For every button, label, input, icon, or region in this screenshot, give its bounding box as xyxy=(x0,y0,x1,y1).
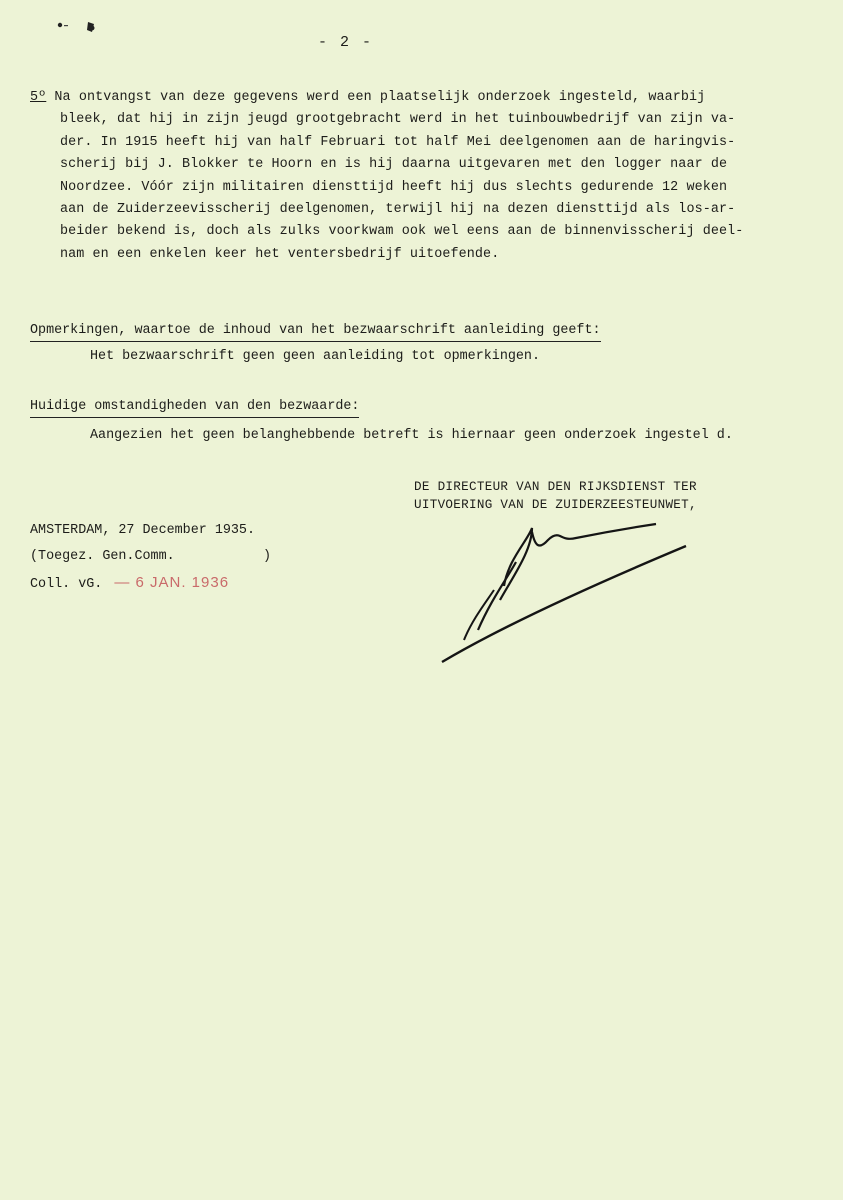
toegez-line: (Toegez. Gen.Comm. ) xyxy=(30,549,272,564)
section-marker: 5º xyxy=(30,90,47,105)
place-date: AMSTERDAM, 27 December 1935. xyxy=(30,523,255,538)
director-title xyxy=(414,478,697,514)
remarks-text: Het bezwaarschrift geen geen aanleiding tot opmerkingen. xyxy=(90,349,540,364)
paragraph-line-2: bleek, dat hij in zijn jeugd grootgebracht werd in het tuinbouwbedrijf van zijn va- xyxy=(60,112,736,128)
signature-image xyxy=(436,520,696,670)
date-stamp: — 6 JAN. 1936 xyxy=(114,574,230,591)
director-line-2: UITVOERING VAN DE ZUIDERZEESTEUNWET, xyxy=(414,498,697,512)
paragraph-line-7: beider bekend is, doch als zulks voorkwam ook wel eens aan de binnenvisscherij deel- xyxy=(60,224,744,240)
section-5-paragraph xyxy=(30,87,790,266)
circumstances-heading: Huidige omstandigheden van den bezwaarde: xyxy=(30,398,359,418)
footer-block xyxy=(30,518,271,598)
coll-label: Coll. vG. xyxy=(30,577,103,592)
paragraph-line-8: nam en een enkelen keer het ventersbedrijf uitoefende. xyxy=(60,246,500,262)
page-number: - 2 - xyxy=(318,34,374,51)
ink-specks xyxy=(52,18,112,48)
paragraph-line-4: scherij bij J. Blokker te Hoorn en is hij daarna uitgevaren met den logger naar de xyxy=(60,157,728,173)
paragraph-line-6: aan de Zuiderzeevisscherij deelgenomen, terwijl hij na dezen diensttijd als los-ar- xyxy=(60,202,736,218)
paragraph-line-5: Noordzee. Vóór zijn militairen diensttijd heeft hij dus slechts gedurende 12 weken xyxy=(60,179,728,195)
paragraph-line-1: 5º Na ontvangst van deze gegevens werd een plaatselijk onderzoek ingesteld, waarbij xyxy=(30,90,706,105)
director-line-1: DE DIRECTEUR VAN DEN RIJKSDIENST TER xyxy=(414,480,697,494)
paragraph-line-3: der. In 1915 heeft hij van half Februari tot half Mei deelgenomen aan de haringvis- xyxy=(60,134,736,150)
circumstances-text: Aangezien het geen belanghebbende betreft is hiernaar geen onderzoek ingestel d. xyxy=(90,428,733,443)
remarks-heading: Opmerkingen, waartoe de inhoud van het bezwaarschrift aanleiding geeft: xyxy=(30,322,601,342)
